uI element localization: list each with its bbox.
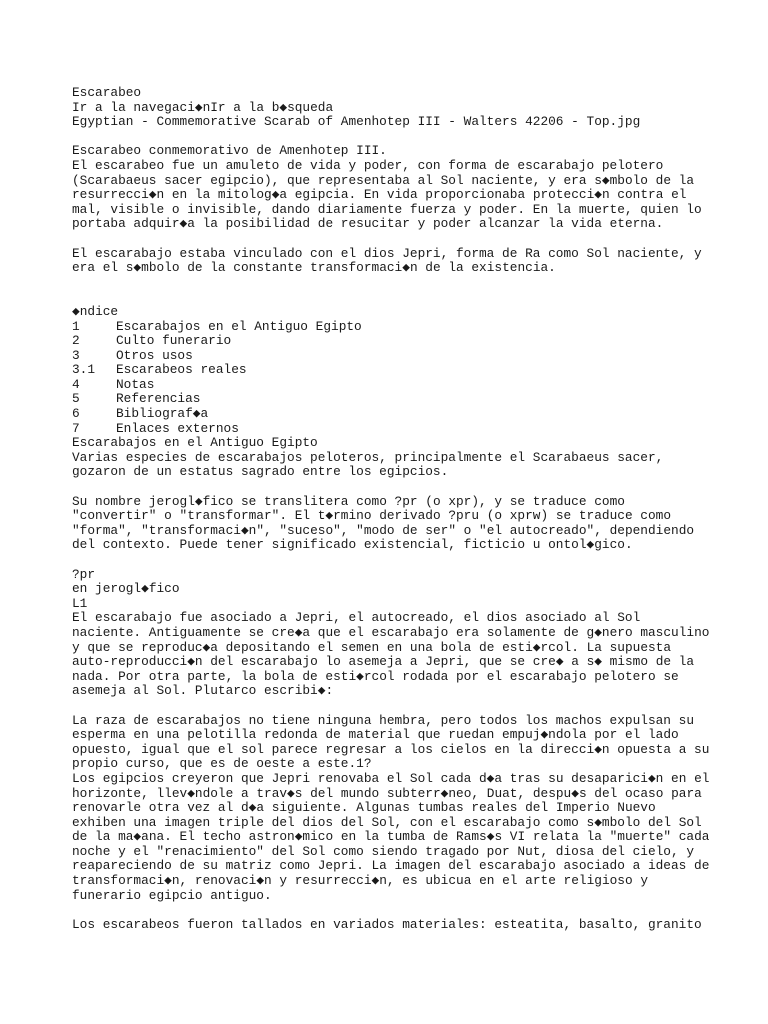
hieroglyph-transliteration: ?pr xyxy=(72,566,96,582)
toc-item-number: 5 xyxy=(72,391,80,407)
text-line: esperma en una pelotilla redonda de material que ruedan empuj◆ndola por el lado xyxy=(72,727,679,743)
toc-heading: ◆ndice xyxy=(72,303,119,319)
text-line: reapareciendo de su matriz como Jepri. La imagen del escarabajo asociado a ideas de xyxy=(72,858,710,874)
plutarch-quote xyxy=(72,714,708,904)
text-line: naciente. Antiguamente se cre◆a que el escarabajo era solamente de g◆nero masculino xyxy=(72,624,710,640)
toc-item-number: 7 xyxy=(72,420,80,436)
toc-item[interactable] xyxy=(72,392,708,407)
toc-item-label: Culto funerario xyxy=(116,333,232,349)
text-line: transformaci◆n, renovaci◆n y resurrecci◆n, es ubicua en el arte religioso y xyxy=(72,873,649,889)
hieroglyph-block xyxy=(72,568,708,612)
text-line: renovarle otra vez al d◆a siguiente. Algunas tumbas reales del Imperio Nuevo xyxy=(72,800,656,816)
text-line: El escarabajo estaba vinculado con el dios Jepri, forma de Ra como Sol naciente, y xyxy=(72,245,702,261)
text-line: del contexto. Puede tener significado existencial, ficticio u ontol◆gico. xyxy=(72,537,633,553)
hieroglyph-caption: en jerogl◆fico xyxy=(72,581,180,597)
image-caption-filename[interactable]: Egyptian - Commemorative Scarab of Amenhotep III - Walters 42206 - Top.jpg xyxy=(72,114,641,130)
toc-item[interactable] xyxy=(72,363,708,378)
text-line: resurrecci◆n en la mitolog◆a egipcia. En vida proporcionaba protecci◆n contra el xyxy=(72,187,687,203)
section-paragraph-2 xyxy=(72,495,708,553)
text-line: Su nombre jerogl◆fico se translitera como ?pr (o xpr), y se traduce como xyxy=(72,493,625,509)
toc-item-number: 3.1 xyxy=(72,362,96,378)
toc-item-label: Notas xyxy=(116,376,155,392)
text-line: Los escarabeos fueron tallados en variados materiales: esteatita, basalto, granito xyxy=(72,916,702,932)
text-line: El escarabeo fue un amuleto de vida y poder, con forma de escarabajo pelotero xyxy=(72,157,664,173)
table-of-contents xyxy=(72,305,708,436)
text-line: horizonte, llev◆ndole a trav◆s del mundo subterr◆neo, Duat, despu◆s del ocaso para xyxy=(72,785,702,801)
text-line: auto-reproducci◆n del escarabajo lo asemeja a Jepri, que se cre◆ a s◆ mismo de la xyxy=(72,654,695,670)
text-line: portaba adquir◆a la posibilidad de resucitar y poder alcanzar la vida eterna. xyxy=(72,216,664,232)
page-title: Escarabeo xyxy=(72,85,142,100)
text-line: de la ma◆ana. El techo astron◆mico en la tumba de Rams◆s VI relata la "muerte" cada xyxy=(72,829,710,845)
toc-item[interactable] xyxy=(72,422,708,437)
intro-paragraph-1 xyxy=(72,159,708,232)
text-line: La raza de escarabajos no tiene ninguna hembra, pero todos los machos expulsan su xyxy=(72,712,695,728)
text-line: (Scarabaeus sacer egipcio), que representaba al Sol naciente, y era s◆mbolo de la xyxy=(72,172,695,188)
text-line: Los egipcios creyeron que Jepri renovaba el Sol cada d◆a tras su desaparici◆n en el xyxy=(72,770,710,786)
navigation-links[interactable]: Ir a la navegaci◆nIr a la b◆squeda xyxy=(72,99,334,115)
toc-item-number: 3 xyxy=(72,347,80,363)
text-line: y que se reproduc◆a depositando el semen en una bola de esti◆rcol. La supuesta xyxy=(72,639,672,655)
text-line: era el s◆mbolo de la constante transformaci◆n de la existencia. xyxy=(72,260,556,276)
intro-paragraph-2 xyxy=(72,247,708,276)
toc-item-label: Otros usos xyxy=(116,347,193,363)
toc-item[interactable] xyxy=(72,320,708,335)
toc-item[interactable] xyxy=(72,349,708,364)
hieroglyph-code: L1 xyxy=(72,595,88,611)
toc-item-number: 2 xyxy=(72,333,80,349)
text-line: funerario egipcio antiguo. xyxy=(72,887,272,903)
section-heading: Escarabajos en el Antiguo Egipto xyxy=(72,435,318,451)
section-paragraph-4 xyxy=(72,918,708,933)
toc-item-label: Bibliograf◆a xyxy=(116,406,209,422)
toc-item-label: Referencias xyxy=(116,391,201,407)
toc-item-number: 6 xyxy=(72,406,80,422)
section-paragraph-3 xyxy=(72,611,708,699)
text-line: noche y el "renacimiento" del Sol como siendo tragado por Nut, diosa del cielo, y xyxy=(72,843,695,859)
text-line: opuesto, igual que el sol parece regresar a los cielos en la direcci◆n opuesta a su xyxy=(72,741,710,757)
text-line: mal, visible o invisible, dando diariamente fuerza y poder. En la muerte, quien lo xyxy=(72,201,702,217)
toc-item[interactable] xyxy=(72,334,708,349)
text-line: El escarabajo fue asociado a Jepri, el autocreado, el dios asociado al Sol xyxy=(72,610,641,626)
text-line: asemeja al Sol. Plutarco escribi◆: xyxy=(72,683,334,699)
toc-item[interactable] xyxy=(72,378,708,393)
text-line: "forma", "transformaci◆n", "suceso", "modo de ser" o "el autocreado", dependiendo xyxy=(72,522,695,538)
text-line: Varias especies de escarabajos peloteros, principalmente el Scarabaeus sacer, xyxy=(72,449,664,465)
text-line: exhiben una imagen triple del dios del Sol, con el escarabajo como s◆mbolo del Sol xyxy=(72,814,702,830)
toc-item-label: Escarabeos reales xyxy=(116,362,247,378)
toc-item-label: Escarabajos en el Antiguo Egipto xyxy=(116,318,362,334)
toc-item-number: 4 xyxy=(72,376,80,392)
image-caption: Escarabeo conmemorativo de Amenhotep III. xyxy=(72,143,387,159)
text-line: propio curso, que es de oeste a este.1? xyxy=(72,756,372,772)
toc-item-label: Enlaces externos xyxy=(116,420,239,436)
text-line: nada. Por otra parte, la bola de esti◆rcol rodada por el escarabajo pelotero se xyxy=(72,668,679,684)
text-line: gozaron de un estatus sagrado entre los egipcios. xyxy=(72,464,449,480)
toc-item[interactable] xyxy=(72,407,708,422)
text-line: "convertir" o "transformar". El t◆rmino derivado ?pru (o xprw) se traduce como xyxy=(72,508,672,524)
toc-item-number: 1 xyxy=(72,318,80,334)
section-paragraph-1 xyxy=(72,451,708,480)
